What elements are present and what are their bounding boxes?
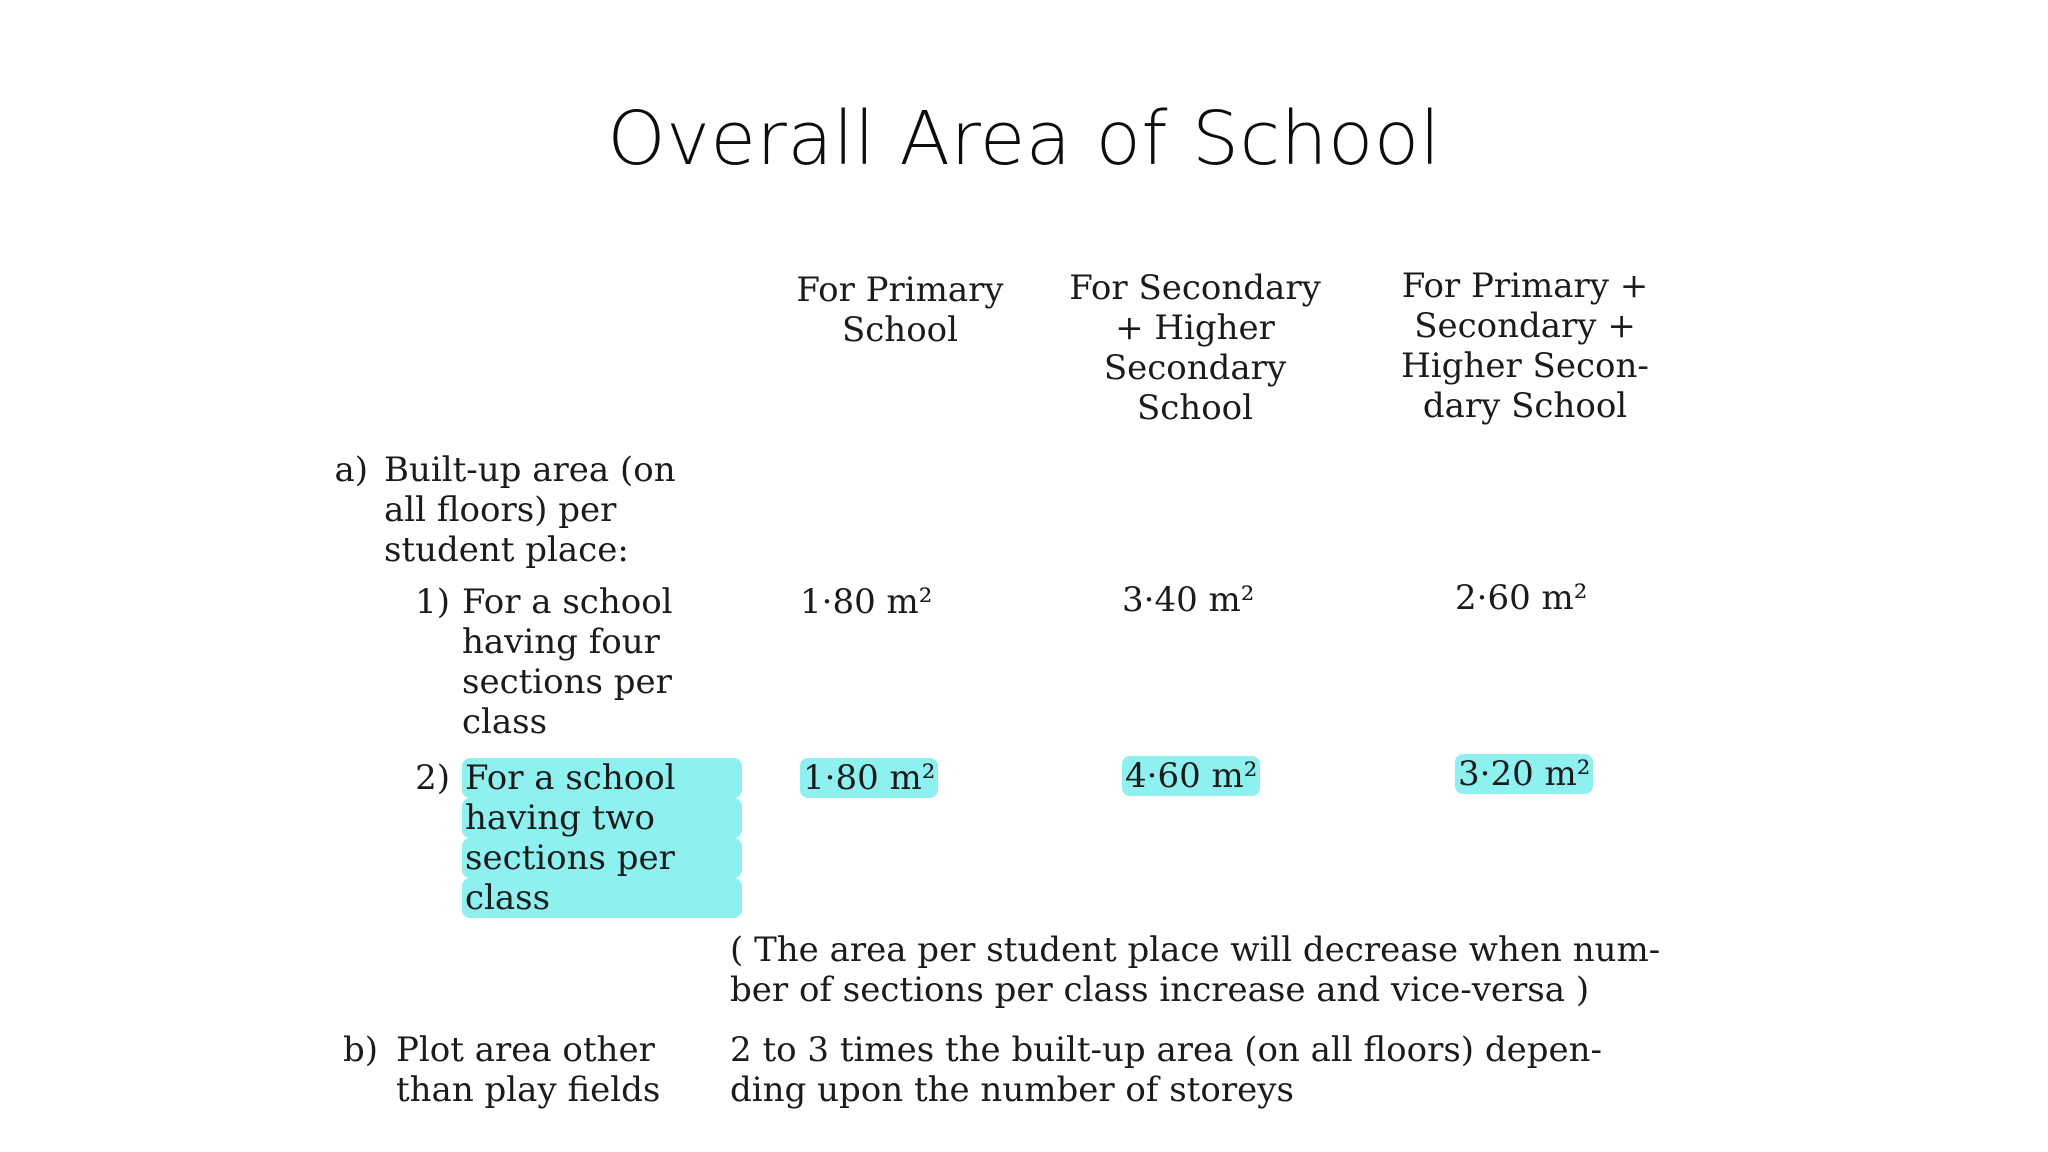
row-label-line: all floors) per <box>384 490 617 530</box>
row-a2-value-primary: 1·80 m² <box>800 758 938 798</box>
area-note <box>730 930 1730 1010</box>
row-label-line: class <box>462 702 548 742</box>
highlighted-label-line: sections per <box>462 838 742 878</box>
row-b-label <box>396 1030 716 1110</box>
value-line: 2 to 3 times the built-up area (on all floors) depen- <box>730 1030 1603 1070</box>
highlighted-label-line: class <box>462 878 742 918</box>
row-label-line-wrap <box>462 878 742 918</box>
highlighted-label-line: having two <box>462 798 742 838</box>
highlighted-label-line: For a school <box>462 758 742 798</box>
row-a2-label <box>462 758 742 918</box>
column-header-line: For Secondary <box>1069 268 1321 308</box>
row-label-line: having four <box>462 622 660 662</box>
scanned-area-table <box>300 250 1740 1130</box>
note-line: ( The area per student place will decrease when num- <box>730 930 1661 970</box>
row-a2-value-secondary: 4·60 m² <box>1122 756 1260 796</box>
row-a2-value-combined: 3·20 m² <box>1455 754 1593 794</box>
row-b-value <box>730 1030 1730 1110</box>
row-label-line-wrap <box>462 758 742 798</box>
row-a1-label <box>462 582 722 742</box>
column-header-line: Higher Secon- <box>1401 346 1649 386</box>
slide-title: Overall Area of School <box>607 96 1441 182</box>
row-label-line: student place: <box>384 530 629 570</box>
row-b-marker: b) <box>342 1030 378 1070</box>
column-header-line: School <box>841 310 959 350</box>
row-a1-value-primary: 1·80 m² <box>800 582 933 622</box>
column-header-line: Secondary <box>1103 348 1287 388</box>
row-a1-value-combined: 2·60 m² <box>1455 578 1588 618</box>
column-header-line: Secondary + <box>1414 306 1636 346</box>
column-header-secondary <box>1030 268 1360 428</box>
value-line: ding upon the number of storeys <box>730 1070 1294 1110</box>
column-header-line: For Primary <box>796 270 1004 310</box>
row-a-marker: a) <box>334 450 368 490</box>
row-a1-marker: 1) <box>415 582 450 622</box>
column-header-combined <box>1360 266 1690 426</box>
row-label-line: Plot area other <box>396 1030 655 1070</box>
row-label-line-wrap <box>462 838 742 878</box>
row-label-line: than play fields <box>396 1070 661 1110</box>
column-header-line: For Primary + <box>1401 266 1649 306</box>
column-header-line: dary School <box>1422 386 1628 426</box>
row-label-line: sections per <box>462 662 672 702</box>
row-a-label <box>384 450 704 570</box>
row-label-line: For a school <box>462 582 673 622</box>
row-a2-marker: 2) <box>415 758 450 798</box>
column-header-primary <box>740 270 1060 350</box>
note-line: ber of sections per class increase and vice-versa ) <box>730 970 1590 1010</box>
row-a1-value-secondary: 3·40 m² <box>1122 580 1255 620</box>
row-label-line: Built-up area (on <box>384 450 676 490</box>
column-header-line: School <box>1136 388 1254 428</box>
column-header-line: + Higher <box>1115 308 1275 348</box>
row-label-line-wrap <box>462 798 742 838</box>
